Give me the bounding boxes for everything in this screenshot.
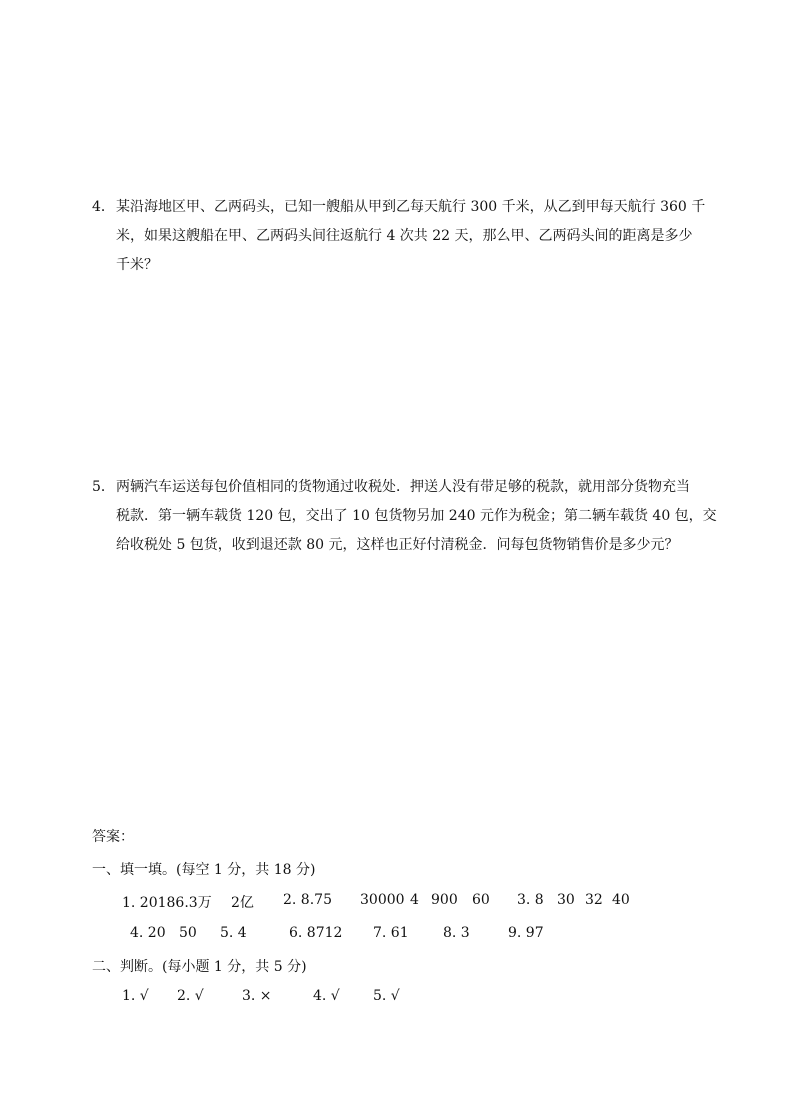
question-4-line-2: 米，如果这艘船在甲、乙两码头间往返航行 4 次共 22 天，那么甲、乙两码头间的距离是多少 xyxy=(116,228,693,244)
question-5-line-3: 给收税处 5 包货，收到退还款 80 元，这样也正好付清税金．问每包货物销售价是多少元？ xyxy=(116,537,679,553)
question-4-line-3: 千米？ xyxy=(116,257,158,273)
question-5-line-1: 两辆汽车运送每包价值相同的货物通过收税处．押送人没有带足够的税款，就用部分货物充当 xyxy=(116,479,690,495)
answer-item: 5. √ xyxy=(373,988,400,1004)
answer-item: 40 xyxy=(612,892,630,908)
answer-item: 6. 8712 xyxy=(289,925,343,941)
answer-item: 3. × xyxy=(242,988,272,1004)
answer-item: 9. 97 xyxy=(508,925,544,941)
answer-item: 1. √ xyxy=(122,988,149,1004)
answer-item: 4. √ xyxy=(313,988,340,1004)
question-4-number: 4． xyxy=(92,199,115,215)
question-4-line-1: 某沿海地区甲、乙两码头，已知一艘船从甲到乙每天航行 300 千米，从乙到甲每天航行 360 千 xyxy=(116,199,706,215)
answer-item: 2. 8.75 xyxy=(283,892,332,908)
answer-item: 8. 3 xyxy=(443,925,470,941)
answer-item: 900 xyxy=(431,892,458,908)
answer-item: 30000 xyxy=(360,892,405,908)
answer-item: 1. 20186.3万 xyxy=(122,895,212,911)
question-5-number: 5． xyxy=(92,479,115,495)
answer-item: 3. 8 xyxy=(517,892,544,908)
answer-item: 2亿 xyxy=(231,895,254,911)
answer-item: 4 xyxy=(410,892,419,908)
answer-item: 30 xyxy=(557,892,575,908)
answer-item: 4. 20 xyxy=(130,925,166,941)
question-5-line-2: 税款．第一辆车载货 120 包，交出了 10 包货物另加 240 元作为税金；第二辆车载货 40 包，交 xyxy=(116,508,717,524)
answer-item: 50 xyxy=(179,925,197,941)
answer-item: 5. 4 xyxy=(220,925,247,941)
answers-section-2-heading: 二、判断。(每小题 1 分，共 5 分) xyxy=(92,959,307,975)
answer-item: 7. 61 xyxy=(373,925,409,941)
answer-item: 32 xyxy=(585,892,603,908)
answers-section-1-heading: 一、填一填。(每空 1 分，共 18 分) xyxy=(92,862,316,878)
answer-item: 60 xyxy=(472,892,490,908)
answers-title: 答案： xyxy=(92,829,134,845)
answer-item: 2. √ xyxy=(177,988,204,1004)
